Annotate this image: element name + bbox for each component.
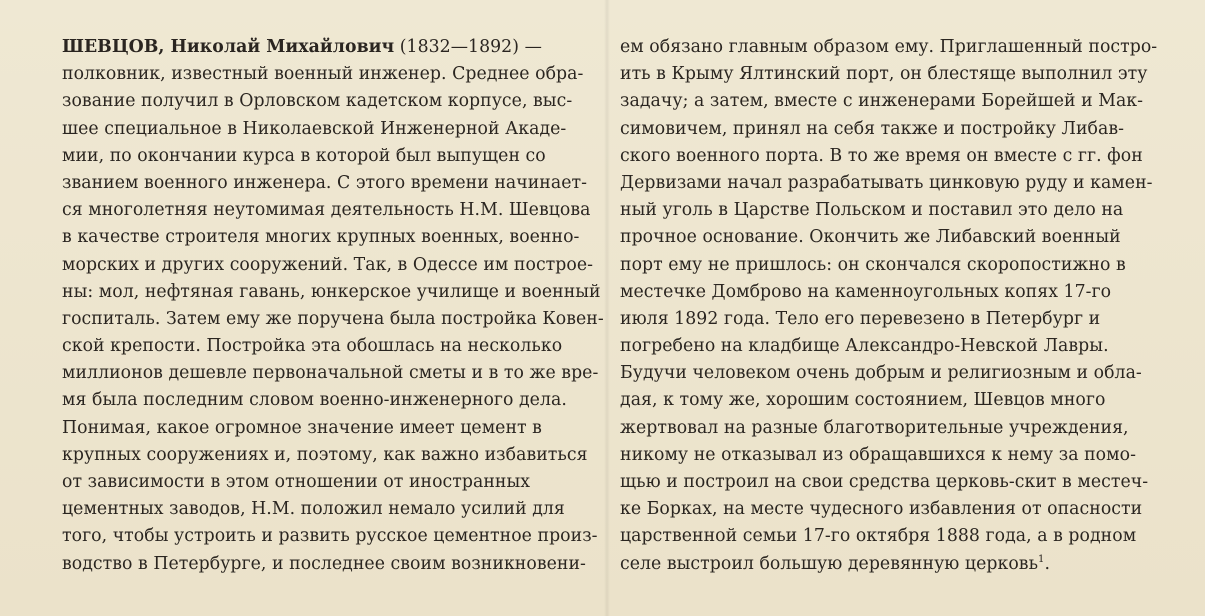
text-line: ского военного порта. В то же время он вместе с гг. фон [620,145,1143,166]
last-line-text: селе выстроил большую деревянную церковь [620,553,1039,574]
text-line: местечке Домброво на каменноугольных копях 17-го [620,281,1112,302]
left-column [62,34,604,578]
text-line: ской крепости. Постройка эта обошлась на несколько [62,336,563,357]
text-line: июля 1892 года. Тело его перевезено в Петербург и [620,308,1101,329]
text-line: мии, по окончании курса в которой был выпущен со [62,145,546,166]
entry-name: ШЕВЦОВ, Николай Михайлович [62,37,395,57]
text-line: симовичем, принял на себя также и постройку Либав- [620,118,1124,139]
text-line: в качестве строителя многих крупных военных, военно- [62,227,580,248]
text-line: Понимая, какое огромное значение имеет цемент в [62,417,542,438]
text-line: мя была последним словом военно-инженерного дела. [62,390,567,411]
text-line: госпиталь. Затем ему же поручена была постройка Ковен- [62,308,604,329]
text-line: погребено на кладбище Александро-Невской Лавры. [620,336,1109,357]
text-line: ся многолетняя неутомимая деятельность Н.М. Шевцова [62,200,591,221]
page-gutter [604,0,610,616]
text-line: царственной семьи 17-го октября 1888 года, а в родном [620,526,1137,547]
text-line: морских и других сооружений. Так, в Одессе им построе- [62,254,594,275]
text-line: Будучи человеком очень добрым и религиозным и обла- [620,363,1142,384]
text-line: щью и построил на свои средства церковь-скит в местеч- [620,472,1149,492]
entry-dates: (1832—1892) — [394,37,542,57]
text-line: званием военного инженера. С этого времени начинает- [62,172,588,193]
text-line: ить в Крыму Ялтинский порт, он блестяще выполнил эту [620,64,1148,85]
text-line: порт ему не пришлось: он скончался скоропостижно в [620,254,1126,275]
text-line: задачу; а затем, вместе с инженерами Борейшей и Мак- [620,91,1144,112]
text-line: никому не отказывал из обращавшихся к нему за помо- [620,444,1136,465]
text-line: жертвовал на разные благотворительные учреждения, [620,417,1129,438]
right-column [620,34,1188,578]
text-line: Дервизами начал разрабатывать цинковую руду и камен- [620,172,1153,193]
text-line: шее специальное в Николаевской Инженерной Акаде- [62,118,567,139]
text-line: миллионов дешевле первоначальной сметы и в то же вре- [62,363,599,384]
text-line [62,34,594,61]
footnote-marker: 1 [1038,553,1045,565]
text-line: ем обязано главным образом ему. Приглашенный постро- [620,37,1158,57]
text-line: ный уголь в Царстве Польском и поставил это дело на [620,200,1124,221]
text-line: полковник, известный военный инженер. Среднее обра- [62,64,584,85]
text-line: зование получил в Орловском кадетском корпусе, выс- [62,91,573,112]
text-line: от зависимости в этом отношении от иностранных [62,472,531,492]
text-line: селе выстроил большую деревянную церковь$^1$. [620,553,1050,574]
text-line: того, чтобы устроить и развить русское цементное произ- [62,526,598,547]
text-line: крупных сооружениях и, поэтому, как важно избавиться [62,444,588,465]
text-line: ны: мол, нефтяная гавань, юнкерское училище и военный [62,281,601,302]
text-line: ке Борках, на месте чудесного избавления от опасности [620,499,1143,520]
text-line: прочное основание. Окончить же Либавский военный [620,227,1121,248]
text-line: дая, к тому же, хорошим состоянием, Шевцов много [620,390,1106,411]
text-line: водство в Петербурге, и последнее своим возникновени- [62,553,586,574]
text-line: цементных заводов, Н.М. положил немало усилий для [62,499,565,520]
